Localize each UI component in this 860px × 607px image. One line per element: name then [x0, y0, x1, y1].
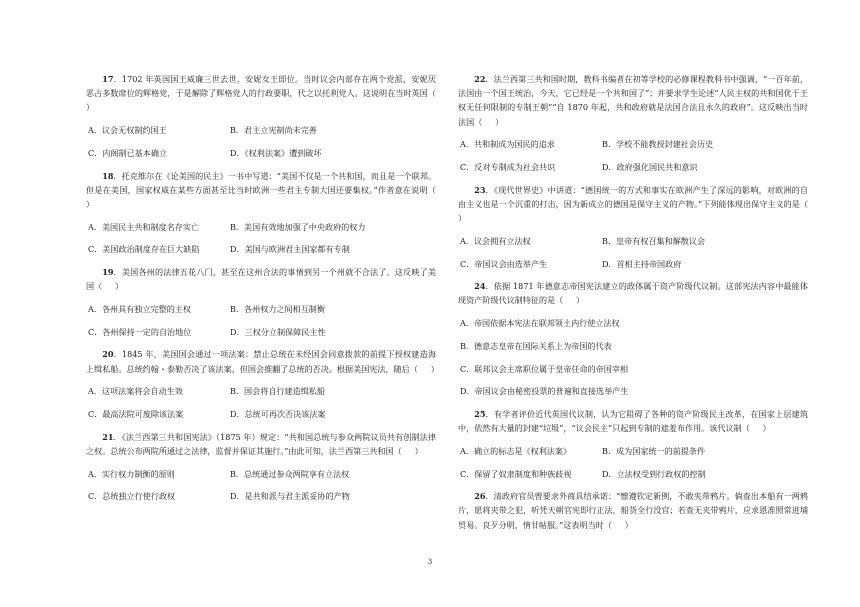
question-number: 17: [102, 74, 114, 84]
question-stem: [86, 169, 449, 212]
answer-option: B．君主立宪制尚未完善: [230, 125, 317, 136]
answer-option: C．最高法院可废除该法案: [88, 408, 184, 419]
option-row: [86, 384, 436, 398]
answer-option: A．确立的标志是《权利法案》: [460, 445, 572, 456]
answer-option: C．内阁制已基本确立: [88, 147, 168, 158]
question-text: ．清政府官员曾要求外商具结承诺：“懔遵钦定新例，不敢夹带鸦片。倘查出本船有一两鸦片，愿将夹带之犯，听凭天朝官宪即行正法，船货全行没官；若查无夹带鸦片，应求恩准照常进埔贸易。良歹分明，情甘帖服。”这表明当时（ ）: [458, 491, 808, 530]
question-text: ．美国各州的法律五花八门，甚至在这州合法的事情到另一个州就不合法了。这反映了美国（ ）: [86, 267, 436, 292]
question-20: [86, 347, 439, 421]
option-row: [458, 444, 808, 458]
answer-option: D．《权利法案》遭到破坏: [230, 147, 322, 158]
answer-option: B．美国有效地加强了中央政府的权力: [230, 221, 366, 232]
option-row: [458, 234, 808, 248]
answer-option: D．三权分立制保障民主性: [230, 326, 326, 337]
question-number: 26: [474, 491, 486, 502]
question-text: ．1845 年，美国国会通过一项法案：禁止总统在未经国会同意拨款的前提下授权建造海上缉私船。总统约翰・泰勒否决了该法案，但国会推翻了总统的否决。根据美国宪法，随后（ ）: [86, 349, 439, 374]
question-stem: [458, 183, 821, 226]
question-number: 25: [474, 408, 486, 419]
answer-option: D．美国与欧洲君主国家都有专制: [230, 244, 350, 255]
question-stem: [86, 430, 436, 458]
question-text: ．有学者评价近代英国代议制，认为它阻碍了各种的资产阶级民主改革，在国家上层建筑中，依然有大量的封建“垃圾”，“议会民主”只起到专制的遮羞布作用。该代议制（ ）: [458, 408, 808, 434]
answer-option: A．议会拥有立法权: [460, 235, 531, 246]
answer-option: D．首相主持帝国政府: [602, 258, 682, 269]
answer-option: C．帝国议会由选举产生: [460, 258, 548, 269]
option-row: [86, 489, 436, 503]
answer-option: A．美国民主共和制度名存实亡: [88, 221, 200, 232]
question-text: ．依据 1871 年德意志帝国宪法建立的政体属于资产阶级代议制。这部宪法内容中最能体现资产阶级代议制特征的是（ ）: [458, 281, 808, 306]
question-stem: [458, 489, 808, 532]
answer-option: C．保留了奴隶制度和种族歧视: [460, 468, 572, 479]
answer-option: B．各州权力之间相互制衡: [230, 303, 325, 314]
question-number: 23: [474, 184, 486, 195]
answer-option: A．实行权力制衡的原则: [88, 468, 175, 479]
question-stem: [458, 72, 808, 129]
question-number: 18: [102, 170, 114, 181]
question-24: [458, 279, 808, 398]
option-row: [86, 220, 436, 234]
option-row: [86, 407, 436, 421]
answer-option: D．是共和派与君主派妥协的产物: [230, 491, 350, 502]
question-22: [458, 72, 808, 174]
option-row: [86, 325, 436, 339]
answer-option: C．各州保持一定的自治地位: [88, 326, 192, 337]
answer-option: A．帝国依据本宪法在联邦领土内行使立法权: [460, 318, 620, 329]
answer-option: A．议会无权制约国王: [88, 125, 167, 136]
option-row: [86, 302, 436, 316]
question-25: [458, 407, 808, 481]
answer-option: A．共和制成为国民的追求: [460, 139, 555, 150]
question-17: [86, 72, 449, 160]
left-column: [86, 72, 449, 512]
question-text: ．托克维尔在《论美国的民主》一书中写道：“美国不仅是一个共和国，而且是一个联邦。但是在美国，国家权威在某些方面甚至比当时欧洲一些君主专制大国还要集权。”作者意在说明（ ）: [86, 170, 449, 209]
question-stem: [458, 279, 808, 307]
answer-option: C．反对专制成为社会共识: [460, 162, 556, 173]
answer-option: B．德意志皇帝在国际关系上为帝国的代表: [460, 340, 612, 351]
answer-option: B．成为国家统一的前提条件: [602, 445, 706, 456]
question-stem: [86, 72, 449, 115]
option-row: [86, 123, 436, 137]
option-row: [458, 137, 808, 151]
question-26: [458, 489, 808, 532]
option-row: [458, 257, 808, 271]
option-row: [86, 467, 436, 481]
question-text: ．1702 年英国国王威廉三世去世，安妮女王即位。当时议会内部存在两个党派，安妮厌恶占多数席位的辉格党，于是解除了辉格党人的行政要职，代之以托利党人。这说明在当时英国（ ）: [86, 74, 449, 113]
question-text: ．《法兰西第三共和国宪法》（1875 年）规定：“共和国总统与参众两院议员共有创制法律之权。总统公布两院所通过之法律，监督并保证其施行。”由此可知，法兰西第三共和国（ ）: [86, 431, 436, 456]
question-stem: [86, 265, 436, 293]
page-number: 3: [427, 558, 433, 566]
answer-option: B．学校不能教授封建社会历史: [602, 139, 714, 150]
answer-option: C．总统独立行使行政权: [88, 491, 176, 502]
question-number: 19: [102, 267, 114, 278]
answer-option: A．各州具有独立完整的主权: [88, 303, 191, 314]
question-stem: [458, 407, 808, 435]
answer-option: B．总统通过参众两院享有立法权: [230, 468, 350, 479]
answer-option: B．皇帝有权召集和解散议会: [602, 235, 706, 246]
answer-option: A．这项法案将会自动生效: [88, 386, 183, 397]
answer-option: B．国会将自行建造缉私船: [230, 386, 325, 397]
question-number: 20: [102, 349, 114, 360]
answer-option: C．美国政治制度存在巨大缺陷: [88, 244, 200, 255]
option-row: [86, 242, 436, 256]
right-column: [458, 72, 821, 532]
answer-option: C．联邦议会主席职位属于皇帝任命的帝国宰相: [460, 363, 629, 374]
question-21: [86, 430, 436, 504]
option-row: [458, 467, 808, 481]
question-23: [458, 183, 821, 271]
option-row: [86, 146, 436, 160]
answer-option: D．政府强化国民共和意识: [602, 162, 698, 173]
question-18: [86, 169, 449, 257]
question-number: 21: [102, 431, 114, 442]
question-stem: [86, 347, 439, 375]
question-19: [86, 265, 436, 339]
question-number: 22: [474, 74, 486, 84]
question-number: 24: [474, 281, 486, 292]
answer-option: D．立法权受到行政权的控制: [602, 468, 706, 479]
answer-option: D．帝国议会由秘密投票的普遍和直接选举产生: [460, 386, 629, 397]
answer-option: D．总统可再次否决该法案: [230, 408, 326, 419]
option-row: [458, 160, 808, 174]
question-text: ．法兰西第三共和国时期，教科书编者在初等学校的必修课程教科书中强调，“一百年前，法国由一个国王统治，今天，它已经是一个共和国了”；并要求学生论述“人民主权的共和国优于王权无任何限制的专制王朝”“自 1870 年起，共和政府就是法国合法且永久的政府”。这反映出当时法国（ ）: [458, 74, 808, 127]
question-text: ．《现代世界史》中讲道：“德国统一的方式和事实在欧洲产生了深远的影响，对欧洲的自由主义也是一个沉重的打击，因为新成立的德国是保守主义的产物。”下列能体现出保守主义的是（ ）: [458, 184, 821, 224]
